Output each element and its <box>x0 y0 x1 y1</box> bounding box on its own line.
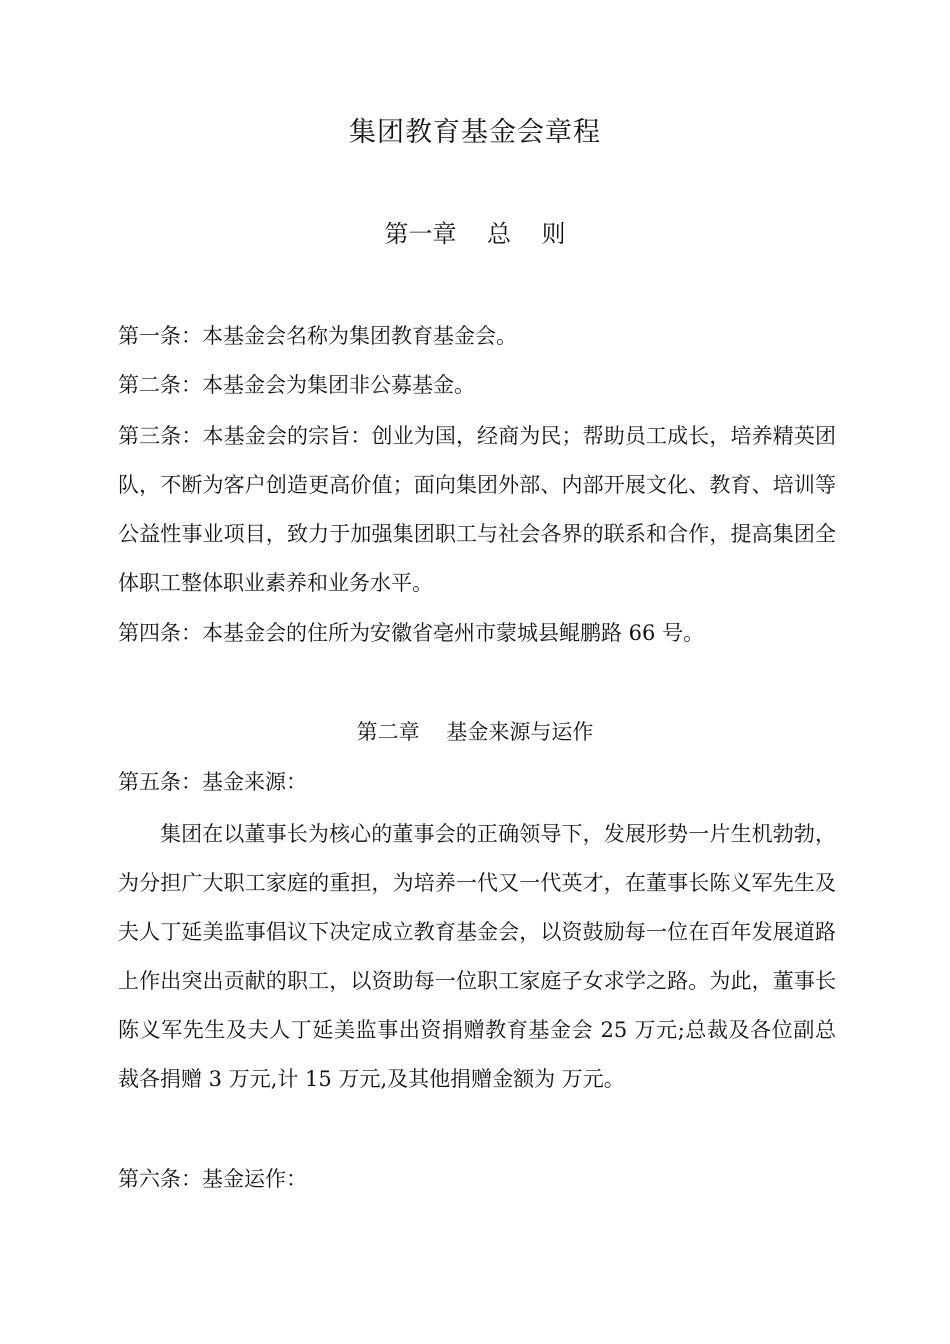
document-title: 集团教育基金会章程 <box>349 117 601 148</box>
article-2: 第二条：本基金会为集团非公募基金。 <box>118 373 475 397</box>
article-6-title: 第六条：基金运作： <box>118 1167 307 1191</box>
article-3: 第三条：本基金会的宗旨：创业为国，经商为民；帮助员工成长，培养精英团队，不断为客户创造更高价值；面向集团外部、内部开展文化、教育、培训等公益性事业项目，致力于加强集团职工与社会各界的联系和合作，提高集团全体职工整体职业素养和业务水平。 <box>118 424 836 595</box>
article-5-title: 第五条：基金来源： <box>118 770 307 794</box>
article-1: 第一条：本基金会名称为集团教育基金会。 <box>118 324 517 348</box>
chapter-two-heading: 第二章 基金来源与运作 <box>356 720 594 744</box>
article-4: 第四条：本基金会的住所为安徽省亳州市蒙城县鲲鹏路 66 号。 <box>118 621 705 645</box>
article-5-body: 集团在以董事长为核心的董事会的正确领导下，发展形势一片生机勃勃，为分担广大职工家庭的重担，为培养一代又一代英才，在董事长陈义军先生及夫人丁延美监事倡议下决定成立教育基金会，以资鼓励每一位在百年发展道路上作出突出贡献的职工，以资助每一位职工家庭子女求学之路。为此，董事长陈义军先生及夫人丁延美监事出资捐赠教育基金会 25 万元;总裁及各位副总裁各捐赠 3 万元,计 15 万元,及其他捐赠金额为 万元。 <box>118 822 836 1091</box>
chapter-one-heading: 第一章 总 则 <box>384 220 566 248</box>
